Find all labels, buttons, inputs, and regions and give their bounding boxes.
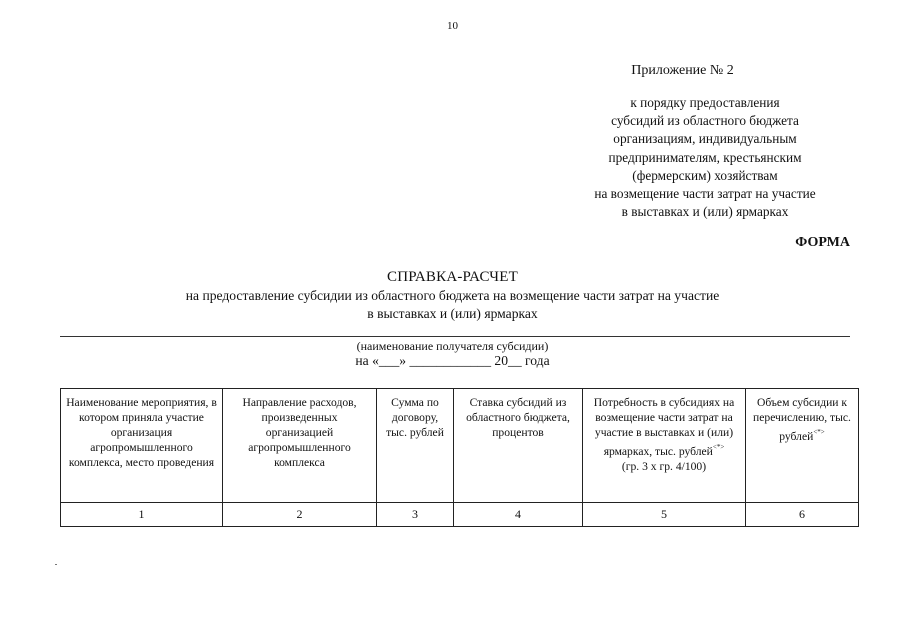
appendix-title: Приложение № 2 <box>631 63 734 78</box>
appendix-line: (фермерским) хозяйствам <box>632 167 778 183</box>
appendix-line: к порядку предоставления <box>630 95 780 110</box>
calculation-table <box>60 388 859 527</box>
column-number: 4 <box>454 503 583 527</box>
form-label: ФОРМА <box>795 235 850 250</box>
appendix-line: в выставках и (или) ярмарках <box>621 204 789 220</box>
column-number: 2 <box>223 503 377 527</box>
scan-speck <box>55 564 57 565</box>
document-title: СПРАВКА-РАСЧЕТ <box>387 269 518 285</box>
column-number: 3 <box>377 503 454 527</box>
date-line: на «___» ____________ 20__ года <box>355 353 550 368</box>
column-number: 5 <box>583 503 746 527</box>
header-cell: Наименование мероприятия, в котором приняла участие организация агропромышленного комплекса, место проведения <box>61 389 223 503</box>
subtitle-line: в выставках и (или) ярмарках <box>367 305 538 321</box>
table-row <box>61 503 859 527</box>
header-text: Потребность в субсидиях на возмещение части затрат на участие в выставках и (или) ярмарках, тыс. рублей <box>593 396 735 458</box>
header-cell <box>583 389 746 503</box>
appendix-line: организациям, индивидуальным <box>613 131 797 147</box>
recipient-name-line <box>60 336 850 337</box>
column-number: 6 <box>746 503 859 527</box>
page-number: 10 <box>447 20 458 32</box>
header-cell: Сумма по договору, тыс. рублей <box>377 389 454 503</box>
footnote-mark: <*> <box>813 428 825 436</box>
column-number: 1 <box>61 503 223 527</box>
formula-text: (гр. 3 х гр. 4/100) <box>621 460 707 473</box>
table-header-row <box>61 389 859 503</box>
appendix-line: субсидий из областного бюджета <box>611 113 799 129</box>
header-cell <box>746 389 859 503</box>
appendix-line: на возмещение части затрат на участие <box>594 186 816 202</box>
appendix-line: предпринимателям, крестьянским <box>608 149 802 165</box>
header-text: Объем субсидии к перечислению, тыс. рублей <box>753 396 851 443</box>
appendix-reference <box>560 94 850 221</box>
recipient-caption: (наименование получателя субсидии) <box>356 339 549 353</box>
footnote-mark: <*> <box>712 443 725 451</box>
header-cell: Ставка субсидий из областного бюджета, процентов <box>454 389 583 503</box>
document-subtitle <box>0 287 905 322</box>
header-cell: Направление расходов, произведенных организацией агропромышленного комплекса <box>223 389 377 503</box>
subtitle-line: на предоставление субсидии из областного бюджета на возмещение части затрат на участие <box>185 288 720 303</box>
